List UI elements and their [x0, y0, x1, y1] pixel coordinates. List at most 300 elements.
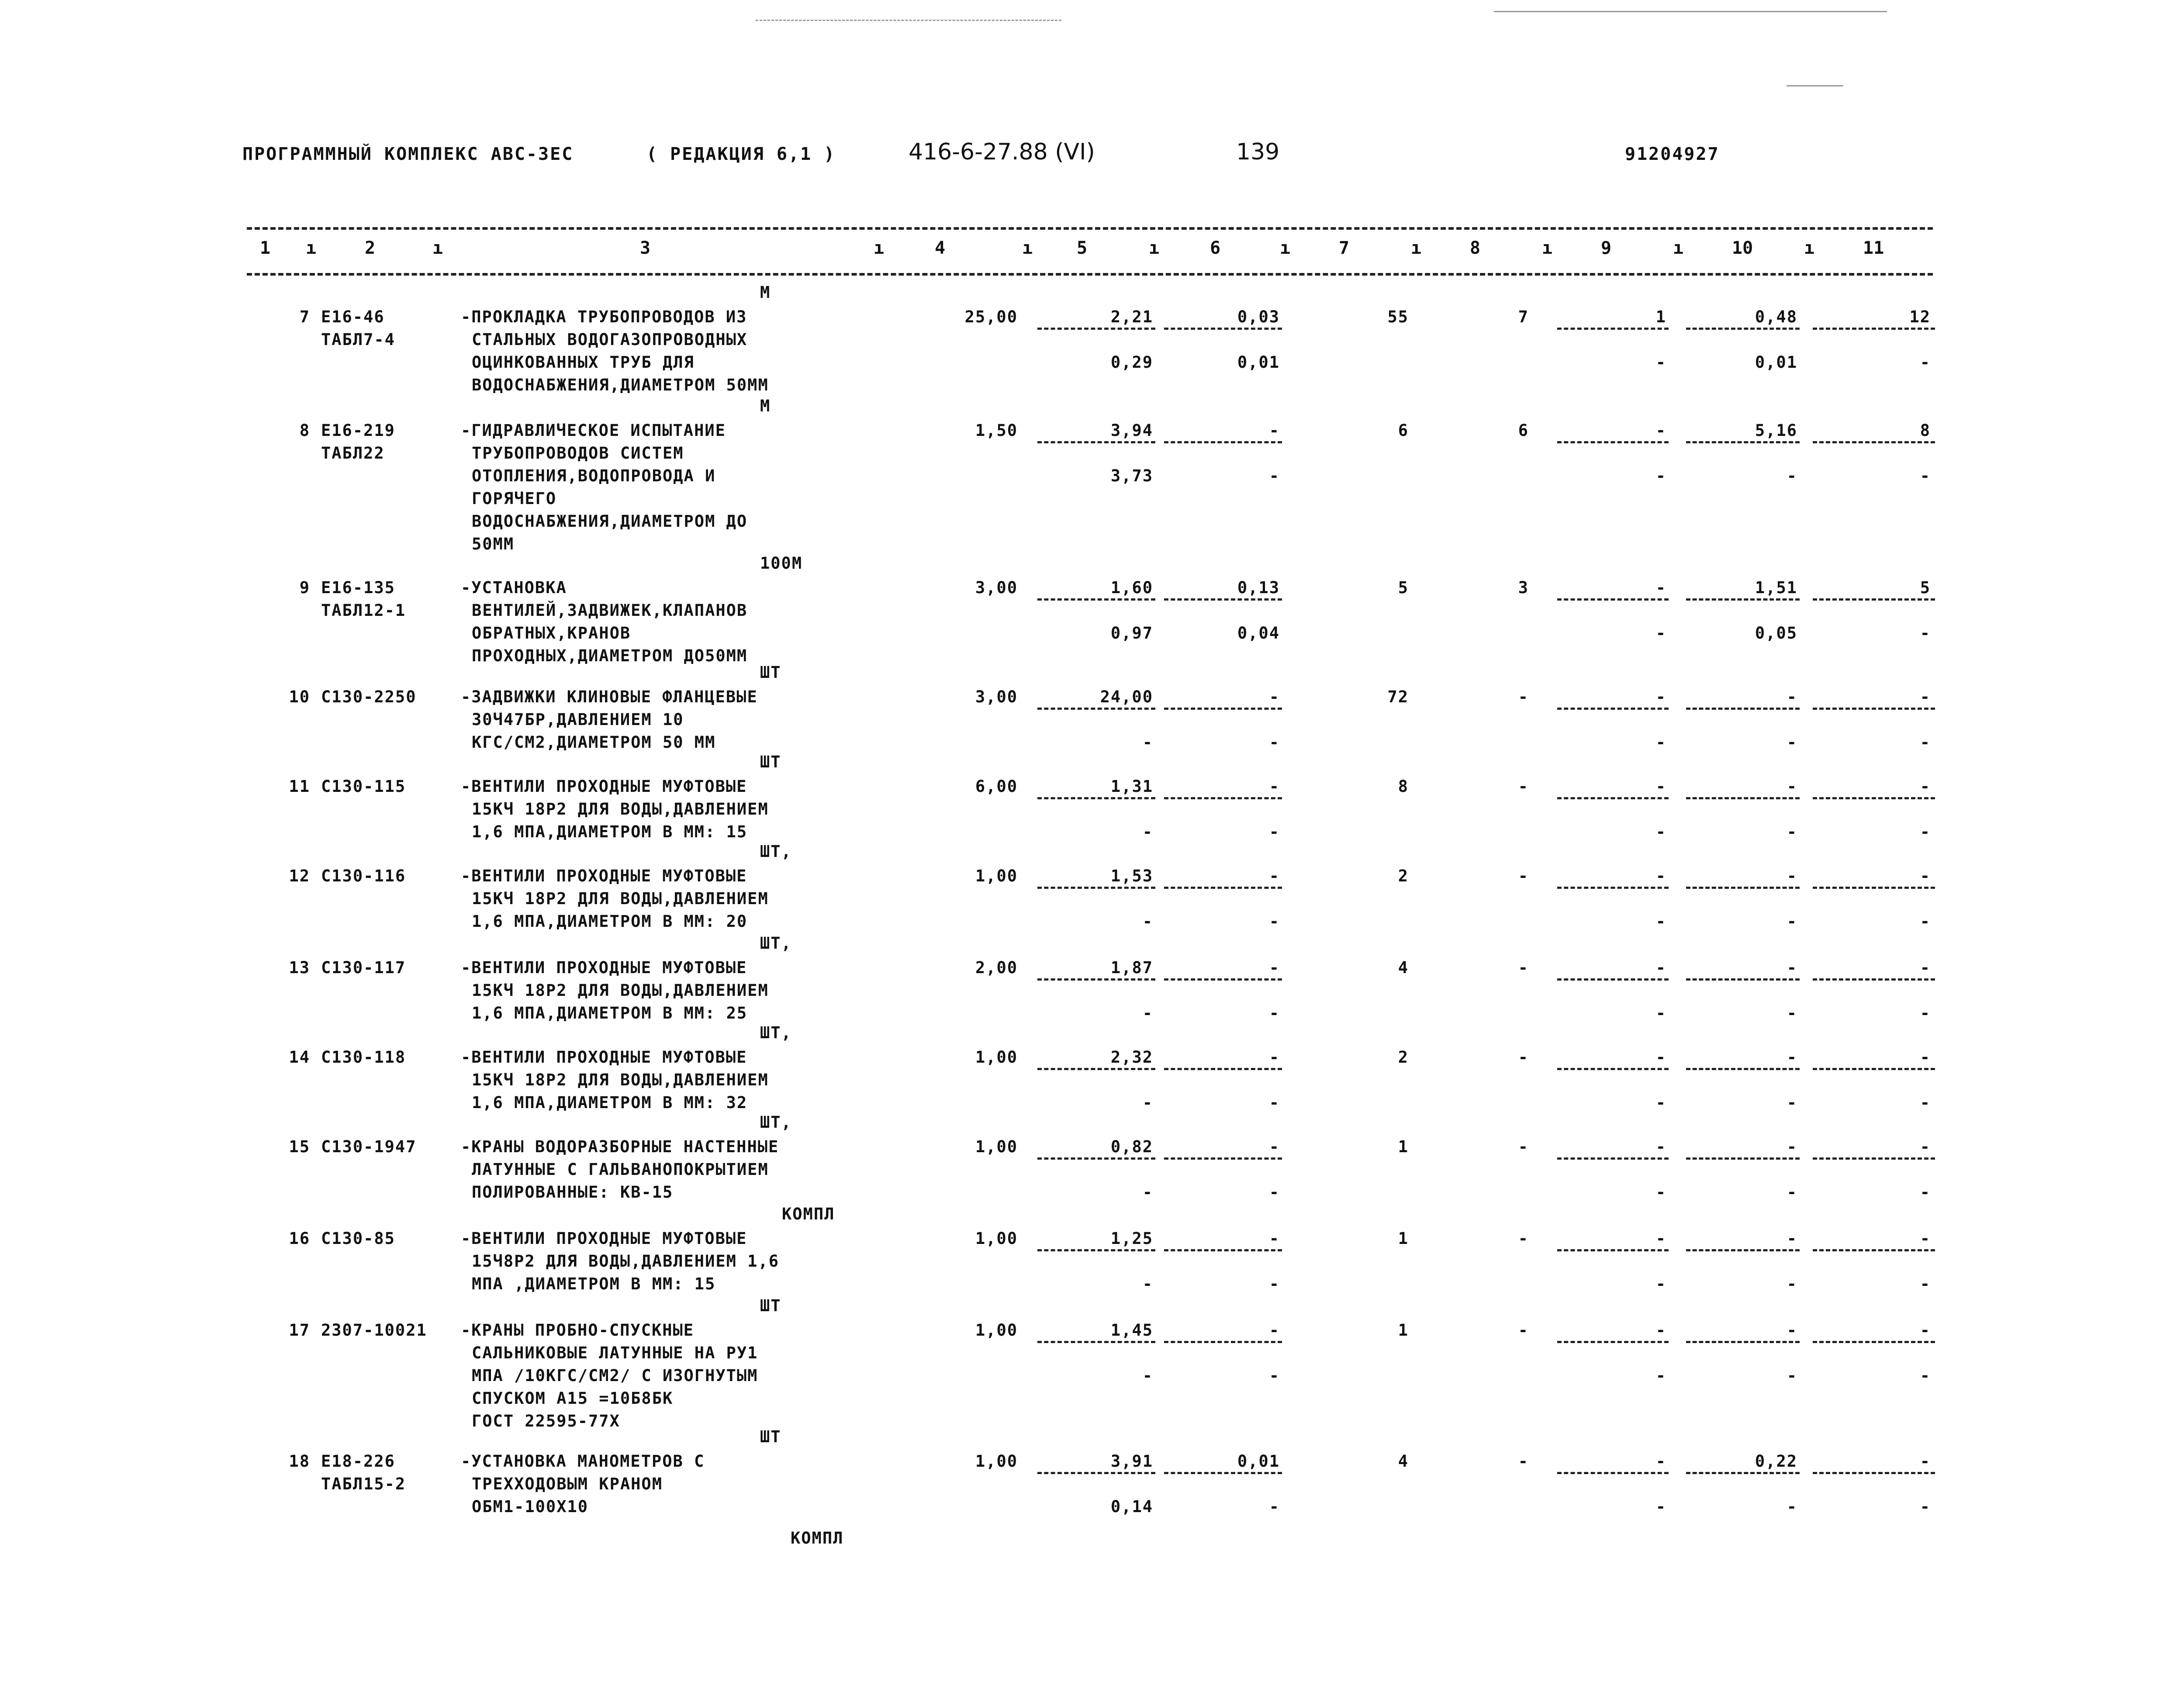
cell-c9b: -: [1655, 1366, 1666, 1385]
row-description-line: 1,6 МПА,ДИАМЕТРОМ В ММ: 25: [472, 1004, 748, 1022]
row-code: ТАБЛ7-4: [321, 330, 395, 349]
row-number: 16: [289, 1229, 310, 1248]
cell-c5: 2,32: [1110, 1048, 1153, 1067]
row-description-line: ЛАТУННЫЕ С ГАЛЬВАНОПОКРЫТИЕМ: [472, 1160, 769, 1179]
row-description-line: ОБМ1-100Х10: [472, 1497, 589, 1516]
cell-c8: -: [1518, 777, 1529, 796]
col-1: 1: [260, 238, 271, 258]
cell-c5: 1,60: [1110, 578, 1153, 597]
cell-c8: 6: [1518, 421, 1529, 440]
cell-divider: [1037, 441, 1155, 443]
row-unit: ШТ,: [760, 1023, 792, 1042]
cell-divider: [1686, 797, 1800, 799]
cell-divider: [1164, 708, 1282, 710]
cell-c7: 4: [1398, 958, 1409, 977]
cell-c9: -: [1655, 867, 1666, 885]
cell-c11: -: [1920, 1321, 1931, 1340]
cell-c6b: 0,01: [1237, 353, 1280, 372]
row-unit: ШТ: [760, 753, 781, 771]
row-description-line: 1,6 МПА,ДИАМЕТРОМ В ММ: 20: [472, 912, 748, 931]
cell-c7: 1: [1398, 1137, 1409, 1156]
cell-divider: [1557, 1157, 1669, 1160]
cell-divider: [1557, 887, 1669, 889]
cell-c6: -: [1269, 1137, 1280, 1156]
cell-divider: [1557, 1472, 1669, 1474]
cell-divider: [1037, 598, 1155, 601]
cell-c11b: -: [1920, 1004, 1931, 1022]
cell-c5: 1,53: [1110, 867, 1153, 885]
row-number: 11: [289, 777, 310, 796]
cell-c11b: -: [1920, 466, 1931, 485]
row-unit: КОМПЛ: [782, 1205, 835, 1223]
cell-c10: -: [1787, 687, 1797, 706]
cell-c6: -: [1269, 777, 1280, 796]
cell-divider: [1037, 1249, 1155, 1251]
cell-c10b: -: [1787, 1004, 1797, 1022]
cell-c8: -: [1518, 867, 1529, 885]
row-number: 7: [299, 307, 310, 326]
cell-c10b: -: [1787, 912, 1797, 931]
row-description-line: 1,6 МПА,ДИАМЕТРОМ В ММ: 32: [472, 1093, 748, 1112]
cell-c4: 1,00: [975, 867, 1018, 885]
cell-c11: -: [1920, 958, 1931, 977]
cell-c6b: -: [1269, 822, 1280, 841]
cell-c4: 3,00: [975, 687, 1018, 706]
cell-c11b: -: [1920, 353, 1931, 372]
cell-c4: 25,00: [964, 307, 1018, 326]
cell-c9b: -: [1655, 624, 1666, 642]
cell-divider: [1686, 708, 1800, 710]
col-11: 11: [1863, 238, 1884, 258]
cell-c10: 1,51: [1755, 578, 1797, 597]
cell-c9b: -: [1655, 353, 1666, 372]
cell-c9: -: [1655, 421, 1666, 440]
cell-c4: 1,00: [975, 1137, 1018, 1156]
cell-c7: 72: [1387, 687, 1409, 706]
cell-c9: 1: [1655, 307, 1666, 326]
cell-c6: -: [1269, 421, 1280, 440]
row-code: ТАБЛ15-2: [321, 1475, 406, 1493]
cell-c4: 1,00: [975, 1229, 1018, 1248]
cell-c9: -: [1655, 1321, 1666, 1340]
cell-c7: 5: [1398, 578, 1409, 597]
col-separator: ı: [1804, 238, 1815, 258]
trailing-unit: КОМПЛ: [791, 1529, 844, 1547]
cell-divider: [1813, 1472, 1935, 1474]
col-separator: ı: [1022, 238, 1033, 258]
row-description-line: 1,6 МПА,ДИАМЕТРОМ В ММ: 15: [472, 822, 748, 841]
cell-divider: [1164, 887, 1282, 889]
row-unit: М: [760, 283, 771, 302]
cell-c11: -: [1920, 1229, 1931, 1248]
cell-divider: [1686, 1249, 1800, 1251]
cell-c11: 12: [1909, 307, 1931, 326]
row-description-line: 50ММ: [472, 535, 515, 553]
row-description-line: -ПРОКЛАДКА ТРУБОПРОВОДОВ ИЗ: [461, 307, 747, 326]
cell-c9b: -: [1655, 466, 1666, 485]
row-description-line: ВЕНТИЛЕЙ,ЗАДВИЖЕК,КЛАПАНОВ: [472, 601, 748, 620]
cell-c6: -: [1269, 867, 1280, 885]
cell-divider: [1557, 441, 1669, 443]
cell-c10: -: [1787, 958, 1797, 977]
row-number: 13: [289, 958, 310, 977]
cell-c11b: -: [1920, 733, 1931, 752]
row-description-line: -УСТАНОВКА МАНОМЕТРОВ С: [461, 1452, 705, 1471]
cell-divider: [1686, 441, 1800, 443]
row-description-line: ВОДОСНАБЖЕНИЯ,ДИАМЕТРОМ ДО: [472, 512, 748, 531]
cell-c5b: -: [1142, 1004, 1153, 1022]
cell-c7: 2: [1398, 867, 1409, 885]
cell-c11: -: [1920, 867, 1931, 885]
cell-c9b: -: [1655, 1275, 1666, 1293]
cell-c6: -: [1269, 687, 1280, 706]
cell-c9: -: [1655, 958, 1666, 977]
cell-c8: -: [1518, 958, 1529, 977]
cell-divider: [1164, 797, 1282, 799]
cell-c11b: -: [1920, 1275, 1931, 1293]
cell-c9: -: [1655, 1048, 1666, 1067]
row-description-line: МПА /10КГС/СМ2/ С ИЗОГНУТЫМ: [472, 1366, 758, 1385]
cell-c6b: -: [1269, 1366, 1280, 1385]
cell-divider: [1686, 1341, 1800, 1343]
cell-c5b: -: [1142, 1183, 1153, 1202]
cell-c4: 6,00: [975, 777, 1018, 796]
cell-c6b: -: [1269, 1093, 1280, 1112]
cell-divider: [1686, 1068, 1800, 1070]
row-unit: ШТ,: [760, 934, 792, 953]
page-number: 139: [1236, 139, 1280, 165]
cell-divider: [1164, 1341, 1282, 1343]
cell-c4: 3,00: [975, 578, 1018, 597]
cell-divider: [1813, 708, 1935, 710]
cell-c4: 2,00: [975, 958, 1018, 977]
cell-c11: 8: [1920, 421, 1931, 440]
scan-artifact-line: [1494, 11, 1887, 12]
cell-divider: [1037, 1157, 1155, 1160]
cell-c4: 1,00: [975, 1048, 1018, 1067]
col-9: 9: [1601, 238, 1612, 258]
row-unit: ШТ: [760, 1296, 781, 1315]
cell-c10: -: [1787, 1229, 1797, 1248]
cell-divider: [1686, 598, 1800, 601]
cell-c11: -: [1920, 1137, 1931, 1156]
cell-divider: [1037, 978, 1155, 981]
row-code: 2307-10021: [321, 1321, 427, 1340]
row-description-line: КГС/СМ2,ДИАМЕТРОМ 50 ММ: [472, 733, 716, 752]
cell-c6b: -: [1269, 1275, 1280, 1293]
row-description-line: -ГИДРАВЛИЧЕСКОЕ ИСПЫТАНИЕ: [461, 421, 726, 440]
cell-c10: -: [1787, 867, 1797, 885]
row-code: С130-2250: [321, 687, 417, 706]
row-description-line: ОЦИНКОВАННЫХ ТРУБ ДЛЯ: [472, 353, 695, 372]
cell-c6: 0,01: [1237, 1452, 1280, 1471]
row-description-line: 15Ч8Р2 ДЛЯ ВОДЫ,ДАВЛЕНИЕМ 1,6: [472, 1252, 780, 1271]
cell-c11b: -: [1920, 912, 1931, 931]
cell-divider: [1037, 887, 1155, 889]
cell-c8: 7: [1518, 307, 1529, 326]
doc-number: 91204927: [1625, 144, 1720, 164]
cell-c9: -: [1655, 1229, 1666, 1248]
cell-c9b: -: [1655, 1497, 1666, 1516]
cell-c10: -: [1787, 1321, 1797, 1340]
cell-c11: -: [1920, 687, 1931, 706]
col-separator: ı: [1542, 238, 1553, 258]
row-description-line: -ВЕНТИЛИ ПРОХОДНЫЕ МУФТОВЫЕ: [461, 958, 747, 977]
cell-c7: 1: [1398, 1321, 1409, 1340]
row-code: С130-115: [321, 777, 406, 796]
cell-c5: 24,00: [1100, 687, 1153, 706]
row-number: 10: [289, 687, 310, 706]
col-8: 8: [1470, 238, 1481, 258]
cell-c4: 1,00: [975, 1452, 1018, 1471]
cell-divider: [1164, 598, 1282, 601]
cell-divider: [1813, 887, 1935, 889]
row-description-line: СПУСКОМ А15 =10Б8БК: [472, 1389, 674, 1408]
cell-c5b: 0,97: [1110, 624, 1153, 642]
cell-divider: [1164, 978, 1282, 981]
cell-c7: 8: [1398, 777, 1409, 796]
cell-c9b: -: [1655, 733, 1666, 752]
cell-c8: 3: [1518, 578, 1529, 597]
cell-c10b: -: [1787, 1275, 1797, 1293]
cell-c6b: -: [1269, 1183, 1280, 1202]
doc-code: 416-6-27.88 (VI): [909, 139, 1095, 165]
cell-c11b: -: [1920, 1093, 1931, 1112]
col-4: 4: [935, 238, 946, 258]
cell-c10b: -: [1787, 1183, 1797, 1202]
row-description-line: ПРОХОДНЫХ,ДИАМЕТРОМ ДО50ММ: [472, 646, 748, 665]
cell-c10b: -: [1787, 1366, 1797, 1385]
row-description-line: -ВЕНТИЛИ ПРОХОДНЫЕ МУФТОВЫЕ: [461, 867, 747, 885]
cell-divider: [1164, 328, 1282, 330]
cell-c10: 0,22: [1755, 1452, 1797, 1471]
cell-divider: [1813, 1341, 1935, 1343]
row-unit: ШТ,: [760, 1113, 792, 1132]
cell-c5b: 0,14: [1110, 1497, 1153, 1516]
cell-c11b: -: [1920, 1183, 1931, 1202]
col-10: 10: [1732, 238, 1753, 258]
cell-c10b: -: [1787, 733, 1797, 752]
cell-c7: 4: [1398, 1452, 1409, 1471]
cell-c5: 1,31: [1110, 777, 1153, 796]
cell-c4: 1,00: [975, 1321, 1018, 1340]
cell-divider: [1037, 797, 1155, 799]
cell-c6: -: [1269, 1048, 1280, 1067]
cell-c5: 1,25: [1110, 1229, 1153, 1248]
row-unit: ШТ: [760, 663, 781, 682]
row-description-line: -УСТАНОВКА: [461, 578, 567, 597]
col-separator: ı: [874, 238, 885, 258]
cell-c11b: -: [1920, 624, 1931, 642]
cell-c11: -: [1920, 777, 1931, 796]
cell-c6: -: [1269, 958, 1280, 977]
cell-c11: -: [1920, 1048, 1931, 1067]
cell-c6b: -: [1269, 1497, 1280, 1516]
row-description-line: ГОСТ 22595-77Х: [472, 1412, 620, 1430]
cell-divider: [1164, 1249, 1282, 1251]
cell-c9b: -: [1655, 912, 1666, 931]
edition-label: ( РЕДАКЦИЯ 6,1 ): [646, 144, 836, 164]
cell-c5b: -: [1142, 733, 1153, 752]
program-title: ПРОГРАММНЫЙ КОМПЛЕКС АВС-3ЕС: [242, 144, 574, 164]
row-description-line: ОТОПЛЕНИЯ,ВОДОПРОВОДА И: [472, 466, 716, 485]
row-description-line: 15КЧ 18Р2 ДЛЯ ВОДЫ,ДАВЛЕНИЕМ: [472, 981, 769, 1000]
row-code: ТАБЛ22: [321, 444, 385, 463]
cell-c8: -: [1518, 1321, 1529, 1340]
row-number: 17: [289, 1321, 310, 1340]
row-unit: 100М: [760, 554, 803, 573]
cell-c6b: 0,04: [1237, 624, 1280, 642]
cell-divider: [1037, 708, 1155, 710]
row-description-line: 15КЧ 18Р2 ДЛЯ ВОДЫ,ДАВЛЕНИЕМ: [472, 889, 769, 908]
cell-c5b: -: [1142, 912, 1153, 931]
row-code: С130-118: [321, 1048, 406, 1067]
cell-divider: [1557, 1341, 1669, 1343]
cell-c6: 0,03: [1237, 307, 1280, 326]
row-description-line: САЛЬНИКОВЫЕ ЛАТУННЫЕ НА РУ1: [472, 1344, 758, 1362]
cell-divider: [1813, 1157, 1935, 1160]
row-description-line: -КРАНЫ ВОДОРАЗБОРНЫЕ НАСТЕННЫЕ: [461, 1137, 779, 1156]
cell-c9b: -: [1655, 1183, 1666, 1202]
cell-divider: [1813, 1249, 1935, 1251]
cell-divider: [1557, 708, 1669, 710]
cell-c9: -: [1655, 1452, 1666, 1471]
cell-c8: -: [1518, 1452, 1529, 1471]
cell-divider: [1557, 797, 1669, 799]
cell-divider: [1813, 978, 1935, 981]
cell-c7: 1: [1398, 1229, 1409, 1248]
row-code: Е16-135: [321, 578, 395, 597]
cell-c6b: -: [1269, 466, 1280, 485]
cell-c5: 3,94: [1110, 421, 1153, 440]
cell-c6: 0,13: [1237, 578, 1280, 597]
row-code: Е16-46: [321, 307, 385, 326]
row-code: Е16-219: [321, 421, 395, 440]
cell-divider: [1037, 328, 1155, 330]
cell-c4: 1,50: [975, 421, 1018, 440]
row-number: 8: [299, 421, 310, 440]
cell-divider: [1813, 1068, 1935, 1070]
cell-c5b: -: [1142, 1093, 1153, 1112]
cell-c10b: -: [1787, 822, 1797, 841]
col-separator: ı: [1149, 238, 1160, 258]
cell-c5b: 0,29: [1110, 353, 1153, 372]
header-rule-bottom: [247, 273, 1933, 276]
row-description-line: СТАЛЬНЫХ ВОДОГАЗОПРОВОДНЫХ: [472, 330, 748, 349]
col-7: 7: [1339, 238, 1350, 258]
row-unit: ШТ,: [760, 842, 792, 861]
cell-divider: [1557, 1249, 1669, 1251]
cell-c10: -: [1787, 1137, 1797, 1156]
cell-divider: [1164, 1472, 1282, 1474]
cell-c5b: -: [1142, 1366, 1153, 1385]
row-unit: М: [760, 397, 771, 415]
cell-divider: [1686, 328, 1800, 330]
cell-divider: [1557, 328, 1669, 330]
col-separator: ı: [1411, 238, 1422, 258]
cell-divider: [1557, 598, 1669, 601]
row-description-line: -КРАНЫ ПРОБНО-СПУСКНЫЕ: [461, 1321, 695, 1340]
cell-c7: 6: [1398, 421, 1409, 440]
cell-c9: -: [1655, 578, 1666, 597]
cell-c10b: -: [1787, 466, 1797, 485]
row-description-line: ОБРАТНЫХ,КРАНОВ: [472, 624, 631, 642]
row-description-line: -ВЕНТИЛИ ПРОХОДНЫЕ МУФТОВЫЕ: [461, 1048, 747, 1067]
cell-divider: [1557, 1068, 1669, 1070]
row-number: 12: [289, 867, 310, 885]
cell-c5: 0,82: [1110, 1137, 1153, 1156]
cell-c8: -: [1518, 1229, 1529, 1248]
scan-artifact-line: [1787, 85, 1843, 86]
col-separator: ı: [1673, 238, 1684, 258]
cell-c5b: -: [1142, 1275, 1153, 1293]
cell-c9: -: [1655, 777, 1666, 796]
cell-c6b: -: [1269, 1004, 1280, 1022]
row-description-line: 15КЧ 18Р2 ДЛЯ ВОДЫ,ДАВЛЕНИЕМ: [472, 1071, 769, 1089]
cell-c5b: 3,73: [1110, 466, 1153, 485]
cell-c10: -: [1787, 1048, 1797, 1067]
cell-c10b: 0,01: [1755, 353, 1797, 372]
cell-c10: -: [1787, 777, 1797, 796]
col-2: 2: [365, 238, 376, 258]
cell-c10b: 0,05: [1755, 624, 1797, 642]
cell-divider: [1686, 1157, 1800, 1160]
cell-divider: [1557, 978, 1669, 981]
cell-divider: [1037, 1068, 1155, 1070]
row-code: С130-116: [321, 867, 406, 885]
cell-c9: -: [1655, 1137, 1666, 1156]
cell-c7: 55: [1387, 307, 1409, 326]
cell-c10b: -: [1787, 1093, 1797, 1112]
header-rule-top: [247, 227, 1933, 230]
row-number: 14: [289, 1048, 310, 1067]
cell-divider: [1164, 1068, 1282, 1070]
cell-divider: [1686, 978, 1800, 981]
row-description-line: ГОРЯЧЕГО: [472, 489, 557, 508]
row-number: 9: [299, 578, 310, 597]
row-number: 18: [289, 1452, 310, 1471]
row-description-line: ТРУБОПРОВОДОВ СИСТЕМ: [472, 444, 684, 463]
cell-c9b: -: [1655, 1093, 1666, 1112]
row-code: Е18-226: [321, 1452, 395, 1471]
row-description-line: ТРЕХХОДОВЫМ КРАНОМ: [472, 1475, 663, 1493]
row-code: ТАБЛ12-1: [321, 601, 406, 620]
cell-c6b: -: [1269, 912, 1280, 931]
cell-divider: [1037, 1472, 1155, 1474]
col-5: 5: [1077, 238, 1088, 258]
row-description-line: -ВЕНТИЛИ ПРОХОДНЫЕ МУФТОВЫЕ: [461, 777, 747, 796]
scan-artifact-line: [756, 20, 1061, 21]
row-unit: ШТ: [760, 1427, 781, 1446]
row-description-line: -ЗАДВИЖКИ КЛИНОВЫЕ ФЛАНЦЕВЫЕ: [461, 687, 758, 706]
cell-divider: [1813, 598, 1935, 601]
row-description-line: ПОЛИРОВАННЫЕ: КВ-15: [472, 1183, 674, 1202]
col-separator: ı: [432, 238, 443, 258]
col-separator: ı: [1280, 238, 1291, 258]
cell-divider: [1164, 1157, 1282, 1160]
cell-divider: [1686, 887, 1800, 889]
cell-c8: -: [1518, 1048, 1529, 1067]
cell-c9b: -: [1655, 822, 1666, 841]
cell-c9b: -: [1655, 1004, 1666, 1022]
cell-c9: -: [1655, 687, 1666, 706]
row-description-line: ВОДОСНАБЖЕНИЯ,ДИАМЕТРОМ 50ММ: [472, 376, 769, 394]
col-3: 3: [640, 238, 651, 258]
cell-c10b: -: [1787, 1497, 1797, 1516]
cell-c6b: -: [1269, 733, 1280, 752]
col-separator: ı: [306, 238, 317, 258]
cell-c8: -: [1518, 1137, 1529, 1156]
